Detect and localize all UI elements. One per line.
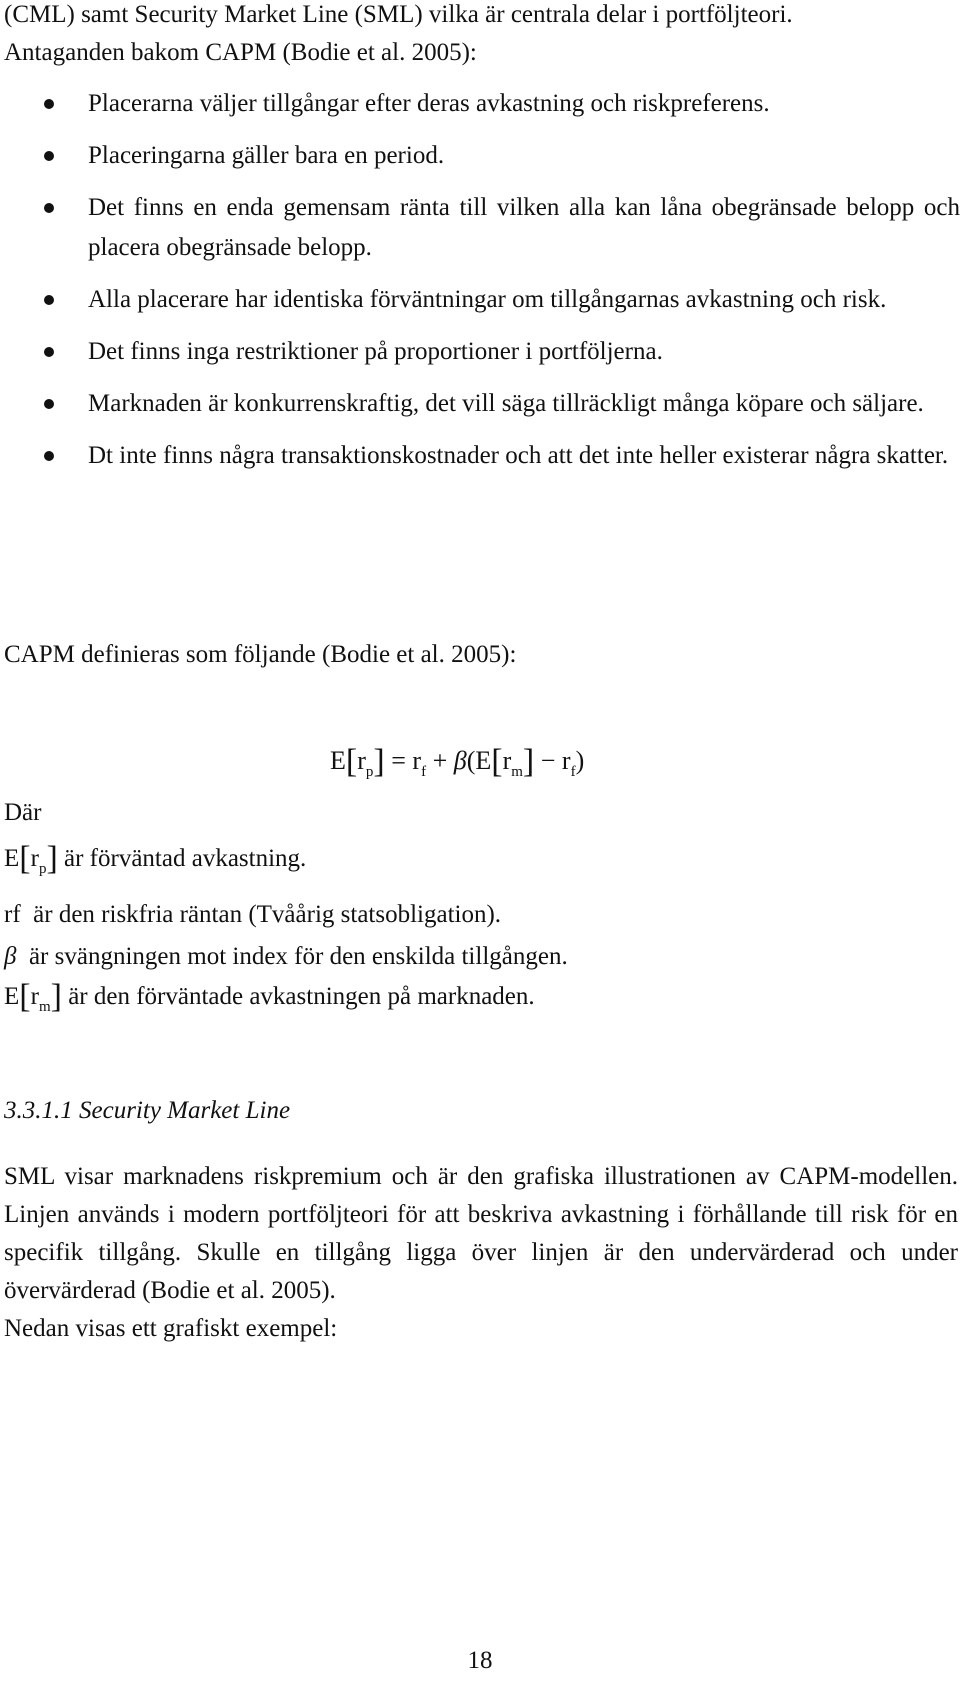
def-expected-return: $E[r_p]$ är förväntad avkastning. [4,840,307,877]
list-item: Placeringarna gäller bara en period. [0,136,960,176]
list-item: Marknaden är konkurrenskraftig, det vill säga tillräckligt många köpare och säljare. [0,384,960,424]
bullet-icon [44,399,54,409]
assumptions-list [0,84,960,488]
def-riskfree-rate: rf är den riskfria räntan (Tvåårig statsobligation). [4,901,502,928]
bullet-icon [44,151,54,161]
list-item: Det finns inga restriktioner på proportioner i portföljerna. [0,332,960,372]
intro-line-2: Antaganden bakom CAPM (Bodie et al. 2005): [4,39,477,66]
bullet-icon [44,203,54,213]
bullet-icon [44,99,54,109]
capm-intro: CAPM definieras som följande (Bodie et al. 2005): [4,641,517,668]
def-beta: β är svängningen mot index för den enskilda tillgången. [4,943,568,970]
bullet-icon [44,295,54,305]
page-number: 18 [467,1647,493,1674]
bullet-icon [44,347,54,357]
list-item: Det finns en enda gemensam ränta till vilken alla kan låna obegränsade belopp och placera obegränsade belopp. [0,188,960,268]
bullet-icon [44,451,54,461]
sml-paragraph: SML visar marknadens riskpremium och är den grafiska illustrationen av CAPM-modellen. Linjen används i modern portföljteori för att beskriva avkastning i förhållande till risk för en specifik tillgång. Skulle en tillgång ligga över linjen är den undervärderad och under övervärderad (Bodie et al. 2005). Nedan visas ett grafiskt exempel: [4,1163,958,1342]
def-market-return: $E[r_m]$ är den förväntade avkastningen på marknaden. [4,978,535,1015]
section-heading: 3.3.1.1 Security Market Line [4,1097,291,1124]
dar-label: Där [4,799,42,826]
intro-line-1: (CML) samt Security Market Line (SML) vilka är centrala delar i portföljteori. [4,1,793,28]
list-item: Placerarna väljer tillgångar efter deras avkastning och riskpreferens. [0,84,960,124]
capm-formula: $E[r_p] = r_f + \beta(E[r_m] - r_f)$ [330,743,585,780]
list-item: Alla placerare har identiska förväntningar om tillgångarnas avkastning och risk. [0,280,960,320]
list-item: Dt inte finns några transaktionskostnader och att det inte heller existerar några skatter. [0,436,960,476]
